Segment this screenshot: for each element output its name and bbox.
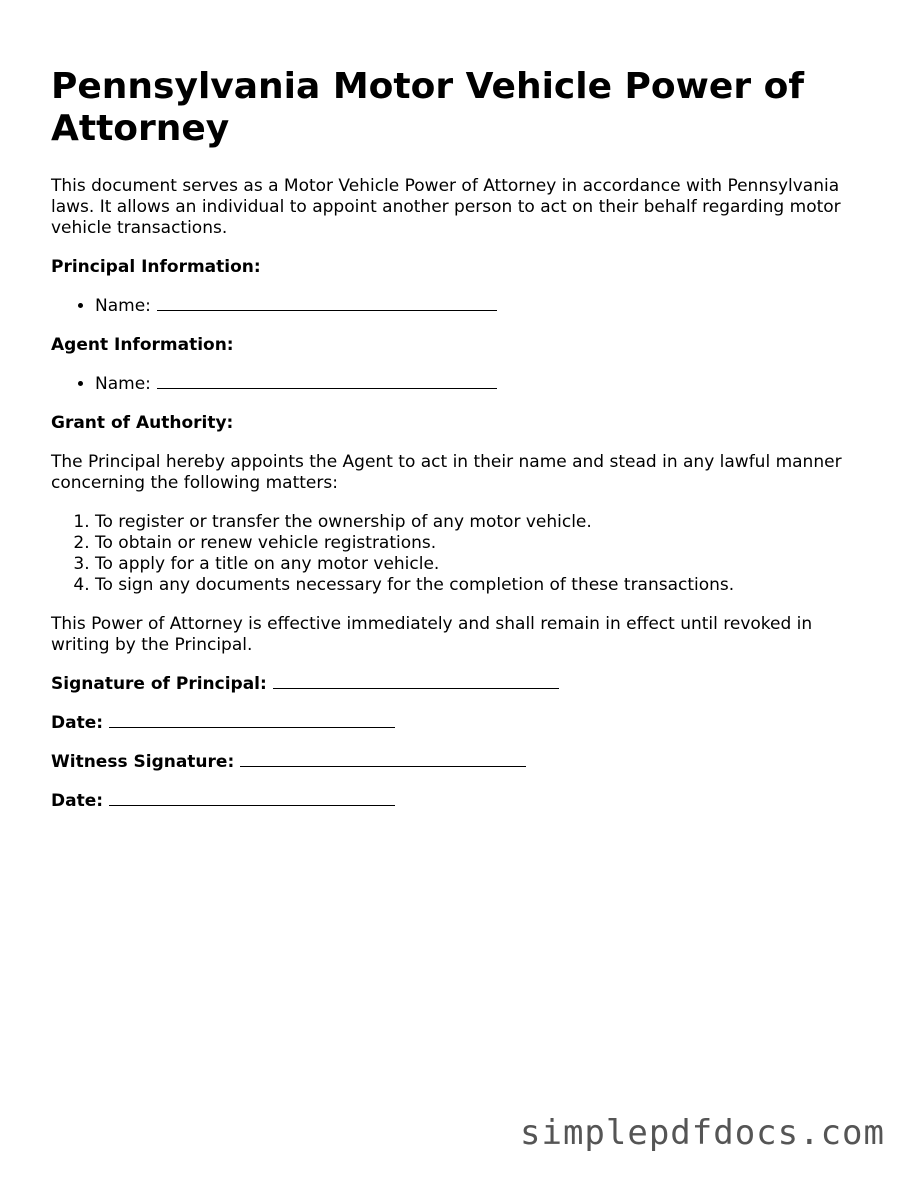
principal-date-blank[interactable] bbox=[109, 713, 395, 728]
agent-name-label: Name: bbox=[95, 374, 151, 394]
principal-signature-line bbox=[51, 674, 861, 695]
grant-heading: Grant of Authority: bbox=[51, 413, 234, 433]
intro-paragraph: This document serves as a Motor Vehicle Power of Attorney in accordance with Pennsylvania laws. It allows an individual to appoint another person to act on their behalf regarding motor vehicle transactions. bbox=[51, 176, 841, 238]
agent-heading: Agent Information: bbox=[51, 335, 234, 355]
grant-paragraph: The Principal hereby appoints the Agent to act in their name and stead in any lawful manner concerning the following matters: bbox=[51, 452, 842, 493]
document-page bbox=[51, 66, 861, 830]
list-item: 4. To sign any documents necessary for the completion of these transactions. bbox=[95, 575, 861, 596]
agent-name-item bbox=[95, 374, 861, 395]
principal-date-label: Date: bbox=[51, 713, 104, 733]
witness-date-blank[interactable] bbox=[109, 791, 395, 806]
watermark-text: simplepdfdocs.com bbox=[520, 1113, 885, 1153]
agent-name-blank[interactable] bbox=[157, 374, 497, 389]
principal-list bbox=[51, 296, 861, 317]
list-item: 3. To apply for a title on any motor vehicle. bbox=[95, 554, 861, 575]
list-item: 2. To obtain or renew vehicle registrations. bbox=[95, 533, 861, 554]
principal-heading: Principal Information: bbox=[51, 257, 261, 277]
list-item: 1. To register or transfer the ownership of any motor vehicle. bbox=[95, 512, 861, 533]
witness-signature-blank[interactable] bbox=[240, 752, 526, 767]
principal-date-line bbox=[51, 713, 861, 734]
witness-date-line bbox=[51, 791, 861, 812]
witness-signature-line bbox=[51, 752, 861, 773]
powers-list bbox=[51, 512, 861, 596]
principal-name-item bbox=[95, 296, 861, 317]
witness-date-label: Date: bbox=[51, 791, 104, 811]
principal-name-label: Name: bbox=[95, 296, 151, 316]
witness-signature-label: Witness Signature: bbox=[51, 752, 235, 772]
principal-name-blank[interactable] bbox=[157, 296, 497, 311]
effective-paragraph: This Power of Attorney is effective immediately and shall remain in effect until revoked in writing by the Principal. bbox=[51, 614, 813, 655]
principal-signature-label: Signature of Principal: bbox=[51, 674, 267, 694]
document-title: Pennsylvania Motor Vehicle Power of Attorney bbox=[51, 66, 805, 149]
agent-list bbox=[51, 374, 861, 395]
principal-signature-blank[interactable] bbox=[273, 674, 559, 689]
